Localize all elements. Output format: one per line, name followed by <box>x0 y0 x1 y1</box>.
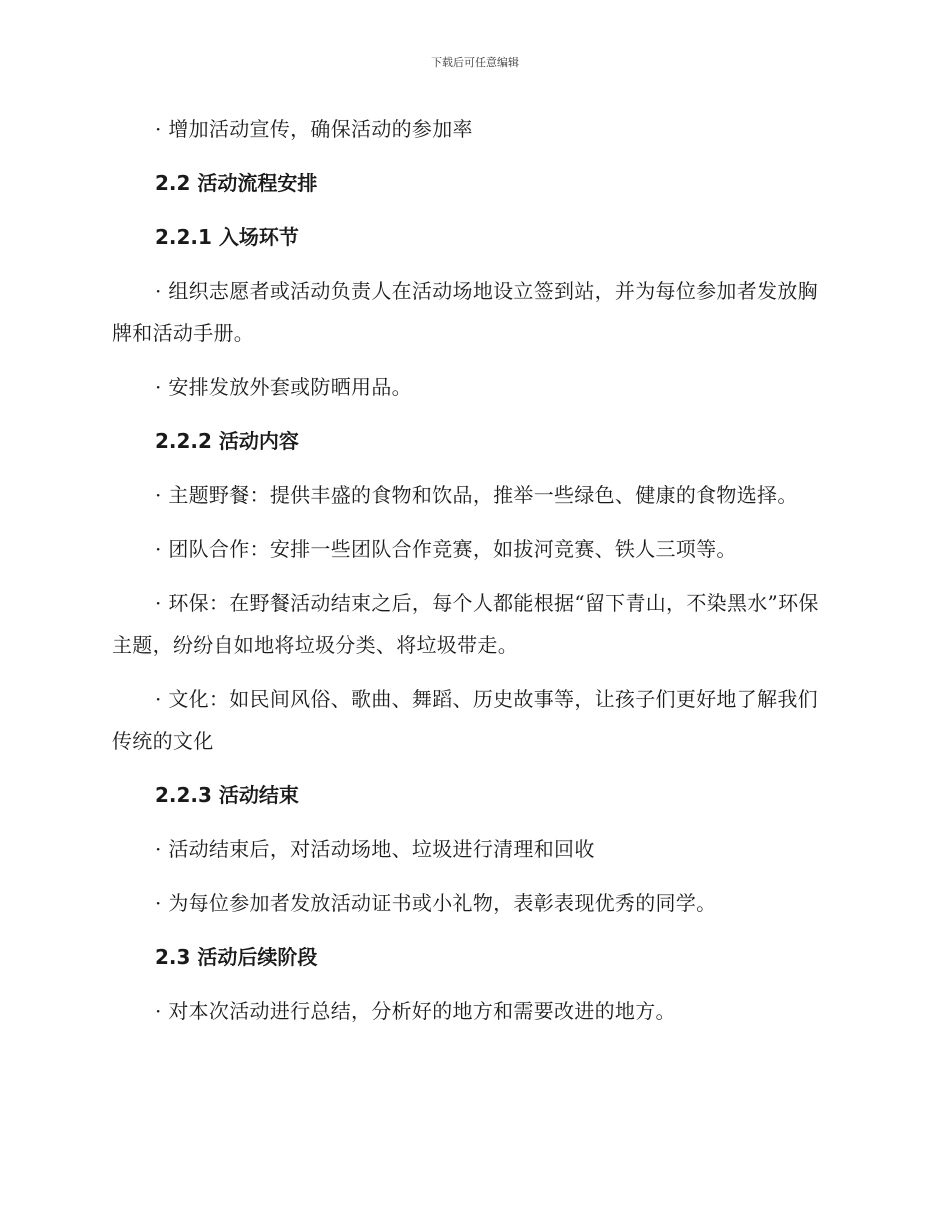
bullet-paragraph: · 文化：如民间风俗、歌曲、舞蹈、历史故事等，让孩子们更好地了解我们传统的文化 <box>112 687 818 753</box>
bullet-paragraph: · 安排发放外套或防晒用品。 <box>155 375 412 399</box>
section-heading: 2.2 活动流程安排 <box>155 171 318 195</box>
bullet-paragraph: · 活动结束后，对活动场地、垃圾进行清理和回收 <box>155 837 595 861</box>
subsection-heading: 2.2.2 活动内容 <box>155 429 299 453</box>
page-header: 下载后可任意编辑 <box>431 56 519 69</box>
subsection-heading: 2.2.1 入场环节 <box>155 225 299 249</box>
bullet-paragraph: · 对本次活动进行总结，分析好的地方和需要改进的地方。 <box>155 999 676 1023</box>
bullet-paragraph: · 组织志愿者或活动负责人在活动场地设立签到站，并为每位参加者发放胸牌和活动手册。 <box>112 279 818 345</box>
bullet-paragraph: · 环保：在野餐活动结束之后，每个人都能根据“留下青山，不染黑水”环保主题，纷纷自如地将垃圾分类、将垃圾带走。 <box>112 591 819 657</box>
bullet-paragraph: · 增加活动宣传，确保活动的参加率 <box>155 117 473 141</box>
document-body <box>112 108 828 1044</box>
section-heading: 2.3 活动后续阶段 <box>155 945 318 969</box>
subsection-heading: 2.2.3 活动结束 <box>155 783 299 807</box>
bullet-paragraph: · 团队合作：安排一些团队合作竞赛，如拔河竞赛、铁人三项等。 <box>155 537 737 561</box>
bullet-paragraph: · 主题野餐：提供丰盛的食物和饮品，推举一些绿色、健康的食物选择。 <box>155 483 798 507</box>
bullet-paragraph: · 为每位参加者发放活动证书或小礼物，表彰表现优秀的同学。 <box>155 891 717 915</box>
